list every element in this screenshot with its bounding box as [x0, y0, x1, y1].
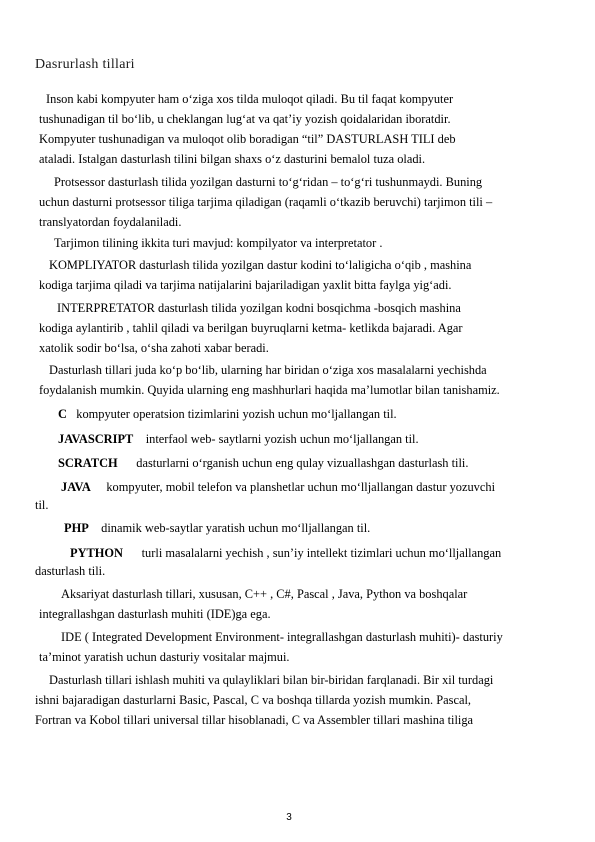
language-item-javascript [58, 432, 419, 446]
paragraph-line: Kompyuter tushunadigan va muloqot olib boradigan “til” DASTURLASH TILI deb [39, 132, 456, 146]
language-description: kompyuter, mobil telefon va planshetlar uchun mo‘lljallangan dastur yozuvchi [106, 480, 496, 494]
paragraph-line: kodiga tarjima qiladi va tarjima natijalarini bajariladigan yaxlit bitta faylga yig‘adi. [39, 278, 452, 292]
page-number: 3 [286, 812, 292, 823]
paragraph-line: IDE ( Integrated Development Environment- integrallashgan dasturlash muhiti)- dasturiy [61, 630, 503, 644]
language-description: interfaol web- saytlarni yozish uchun mo‘ljallangan til. [145, 432, 419, 446]
language-description: dasturlarni o‘rganish uchun eng qulay vizuallashgan dasturlash tili. [136, 456, 469, 470]
paragraph-line: Fortran va Kobol tillari universal tillar hisoblanadi, C va Assembler tillari mashina tiliga [35, 713, 474, 727]
paragraph-line: ta’minot yaratish uchun dasturiy vositalar majmui. [39, 650, 290, 664]
language-item-scratch [58, 456, 468, 470]
paragraph-line: uchun dasturni protsessor tiliga tarjima qiladigan (raqamli o‘tkazib beruvchi) tarjimon tili – [39, 195, 493, 209]
language-description-cont: til. [35, 498, 49, 512]
paragraph-line: INTERPRETATOR dasturlash tilida yozilgan kodni bosqichma -bosqich mashina [57, 301, 461, 315]
paragraph-line: Inson kabi kompyuter ham o‘ziga xos tilda muloqot qiladi. Bu til faqat kompyuter [46, 92, 454, 106]
paragraph-line: ishni bajaradigan dasturlarni Basic, Pascal, C va boshqa tillarda yozish mumkin. Pascal, [35, 693, 471, 707]
language-item-c [58, 407, 397, 421]
paragraph-line: xatolik sodir bo‘lsa, o‘sha zahoti xabar beradi. [39, 341, 269, 355]
language-item-python [70, 546, 501, 560]
paragraph-line: integrallashgan dasturlash muhiti (IDE)ga ega. [39, 607, 271, 621]
paragraph-line: KOMPLIYATOR dasturlash tilida yozilgan dastur kodini to‘laligicha o‘qib , mashina [49, 258, 472, 272]
language-description: kompyuter operatsion tizimlarini yozish uchun mo‘ljallangan til. [76, 407, 397, 421]
language-name: PHP [64, 521, 89, 535]
language-description-cont: dasturlash tili. [35, 564, 106, 578]
paragraph-line: kodiga aylantirib , tahlil qiladi va berilgan buyruqlarni ketma- ketlikda bajaradi. Agar [39, 321, 463, 335]
paragraph-line: foydalanish mumkin. Quyida ularning eng mashhurlari haqida ma’lumotlar bilan tanishamiz. [39, 383, 500, 397]
language-item-php [64, 521, 370, 535]
paragraph-line: Aksariyat dasturlash tillari, xususan, C++ , C#, Pascal , Java, Python va boshqalar [61, 587, 468, 601]
language-description: dinamik web-saytlar yaratish uchun mo‘lljallangan til. [101, 521, 371, 535]
paragraph-line: Protsessor dasturlash tilida yozilgan dasturni to‘g‘ridan – to‘g‘ri tushunmaydi. Buning [54, 175, 483, 189]
language-item-java [61, 480, 495, 494]
language-name: C [58, 407, 67, 421]
language-name: JAVASCRIPT [58, 432, 134, 446]
language-name: JAVA [61, 480, 91, 494]
paragraph-line: Tarjimon tilining ikkita turi mavjud: kompilyator va interpretator . [54, 236, 383, 250]
language-name: PYTHON [70, 546, 124, 560]
paragraph-line: ataladi. Istalgan dasturlash tilini bilgan shaxs o‘z dasturini bemalol tuza oladi. [39, 152, 426, 166]
paragraph-line: Dasturlash tillari ishlash muhiti va qulayliklari bilan bir-biridan farqlanadi. Bir xil turdagi [49, 673, 494, 687]
language-description: turli masalalarni yechish , sun’iy intellekt tizimlari uchun mo‘lljallangan [141, 546, 502, 560]
language-name: SCRATCH [58, 456, 118, 470]
section-heading: Dasrurlash tillari [35, 57, 135, 72]
paragraph-line: Dasturlash tillari juda ko‘p bo‘lib, ularning har biridan o‘ziga xos masalalarni yechishda [49, 363, 487, 377]
paragraph-line: tushunadigan til bo‘lib, u cheklangan lug‘at va qat’iy yozish qoidalaridan iboratdir. [39, 112, 451, 126]
paragraph-line: translyatordan foydalaniladi. [39, 215, 182, 229]
